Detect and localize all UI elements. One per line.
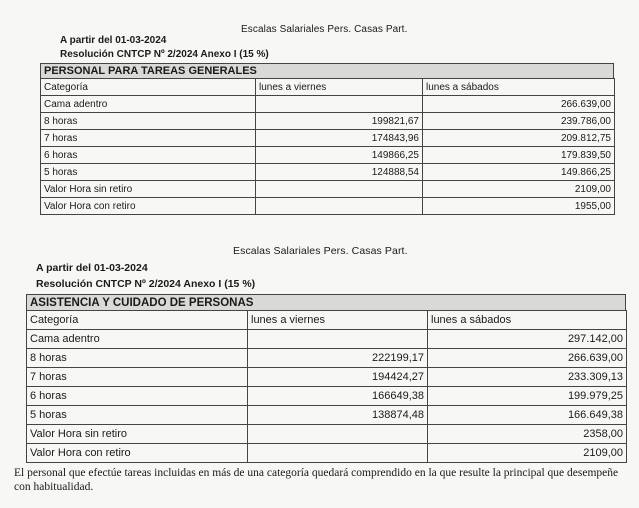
table-row <box>27 330 627 349</box>
row-category: 8 horas <box>41 113 256 130</box>
section-title-care: ASISTENCIA Y CUIDADO DE PERSONAS <box>26 294 626 310</box>
table-row <box>27 406 627 425</box>
table-row <box>41 130 615 147</box>
section-title-general: PERSONAL PARA TAREAS GENERALES <box>40 63 614 78</box>
header-row <box>41 79 615 96</box>
row-saturdays: 2109,00 <box>428 444 627 463</box>
row-saturdays: 266.639,00 <box>423 96 615 113</box>
row-saturdays: 149.866,25 <box>423 164 615 181</box>
col-header-saturdays: lunes a sábados <box>423 79 615 96</box>
row-category: Valor Hora sin retiro <box>41 181 256 198</box>
row-category: 8 horas <box>27 349 248 368</box>
row-category: 7 horas <box>27 368 248 387</box>
col-header-saturdays: lunes a sábados <box>428 311 627 330</box>
col-header-weekdays: lunes a viernes <box>248 311 428 330</box>
header-row <box>27 311 627 330</box>
row-category: 6 horas <box>27 387 248 406</box>
row-saturdays: 166.649,38 <box>428 406 627 425</box>
row-weekdays: 149866,25 <box>256 147 423 164</box>
effective-date-1: A partir del 01-03-2024 <box>60 35 167 46</box>
table-row <box>27 387 627 406</box>
row-saturdays: 297.142,00 <box>428 330 627 349</box>
table-row <box>27 444 627 463</box>
row-saturdays: 2109,00 <box>423 181 615 198</box>
row-weekdays: 166649,38 <box>248 387 428 406</box>
salary-grid-general <box>40 78 615 215</box>
row-weekdays <box>256 96 423 113</box>
row-weekdays <box>248 330 428 349</box>
resolution-1: Resolución CNTCP Nº 2/2024 Anexo I (15 %) <box>60 49 269 60</box>
row-weekdays: 124888,54 <box>256 164 423 181</box>
footnote: El personal que efectúe tareas incluidas en más de una categoría quedará comprendido en la que resulte la principal que desempeñe con habitualidad. <box>14 467 619 493</box>
table-row <box>41 198 615 215</box>
table-row <box>27 349 627 368</box>
row-weekdays <box>256 198 423 215</box>
row-category: 5 horas <box>41 164 256 181</box>
row-saturdays: 239.786,00 <box>423 113 615 130</box>
row-saturdays: 266.639,00 <box>428 349 627 368</box>
row-saturdays: 2358,00 <box>428 425 627 444</box>
row-category: 6 horas <box>41 147 256 164</box>
row-saturdays: 199.979,25 <box>428 387 627 406</box>
row-category: Cama adentro <box>27 330 248 349</box>
row-category: Valor Hora con retiro <box>27 444 248 463</box>
effective-date-2: A partir del 01-03-2024 <box>36 262 148 274</box>
table-row <box>41 147 615 164</box>
col-header-weekdays: lunes a viernes <box>256 79 423 96</box>
salary-table-care <box>26 294 626 463</box>
col-header-category: Categoría <box>41 79 256 96</box>
row-category: Valor Hora con retiro <box>41 198 256 215</box>
table-row <box>27 425 627 444</box>
row-saturdays: 1955,00 <box>423 198 615 215</box>
row-saturdays: 209.812,75 <box>423 130 615 147</box>
col-header-category: Categoría <box>27 311 248 330</box>
row-category: 5 horas <box>27 406 248 425</box>
row-weekdays: 138874,48 <box>248 406 428 425</box>
row-weekdays: 194424,27 <box>248 368 428 387</box>
row-weekdays <box>248 444 428 463</box>
table-row <box>41 113 615 130</box>
row-saturdays: 179.839,50 <box>423 147 615 164</box>
row-saturdays: 233.309,13 <box>428 368 627 387</box>
salary-table-general <box>40 63 614 215</box>
resolution-2: Resolución CNTCP Nº 2/2024 Anexo I (15 %) <box>36 278 256 290</box>
table-row <box>27 368 627 387</box>
row-category: Cama adentro <box>41 96 256 113</box>
row-weekdays: 222199,17 <box>248 349 428 368</box>
row-weekdays: 199821,67 <box>256 113 423 130</box>
table-row <box>41 181 615 198</box>
row-category: 7 horas <box>41 130 256 147</box>
row-weekdays <box>248 425 428 444</box>
salary-grid-care <box>26 310 627 463</box>
row-weekdays: 174843,96 <box>256 130 423 147</box>
doc-title-2: Escalas Salariales Pers. Casas Part. <box>233 245 408 257</box>
doc-title-1: Escalas Salariales Pers. Casas Part. <box>241 24 408 35</box>
table-row <box>41 96 615 113</box>
table-row <box>41 164 615 181</box>
row-weekdays <box>256 181 423 198</box>
row-category: Valor Hora sin retiro <box>27 425 248 444</box>
